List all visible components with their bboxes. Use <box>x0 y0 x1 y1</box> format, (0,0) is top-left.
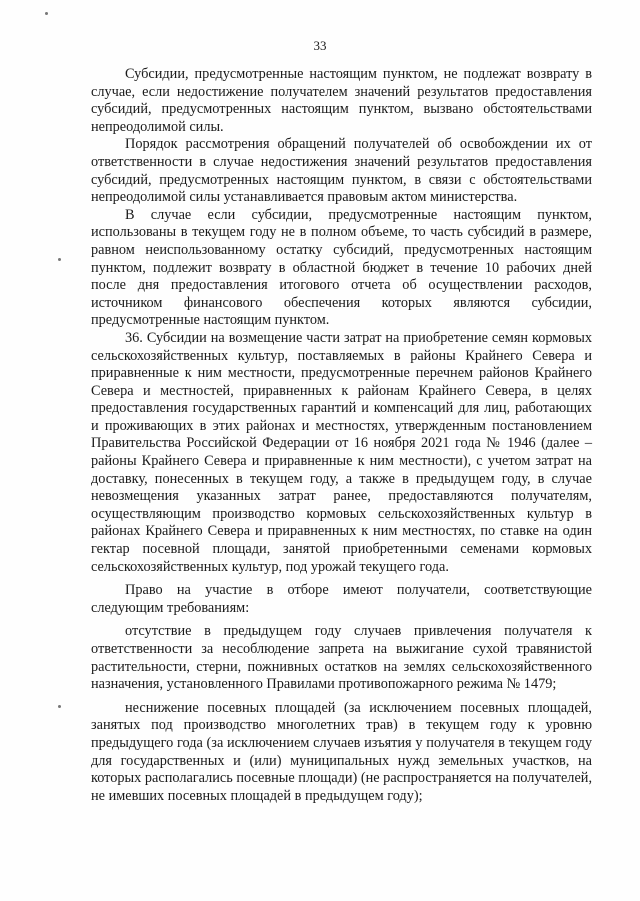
body-text <box>91 66 592 805</box>
scan-speck <box>45 12 48 15</box>
paragraph-unused-subsidy-return: В случае если субсидии, предусмотренные настоящим пунктом, использованы в текущем году не в полном объеме, то часть субсидий в размере, равном неиспользованному остатку субсидий, предусмотренных настоящим пунктом, подлежит возврату в областной бюджет в течение 10 рабочих дней после дня предоставления итогового отчета об осуществлении расходов, источником финансового обеспечения которых являются субсидии, предусмотренные настоящим пунктом. <box>91 206 592 329</box>
paragraph-item-36: 36. Субсидии на возмещение части затрат на приобретение семян кормовых сельскохозяйственных культур, поставляемых в районы Крайнего Севера и приравненные к ним местности, предусмотренные перечнем районов Крайнего Севера и местностей, приравненных к районам Крайнего Севера, в целях предоставления государственных гарантий и компенсаций для лиц, работающих и проживающих в этих районах и местностях, утвержденным постановлением Правительства Российской Федерации от 16 ноября 2021 года № 1946 (далее – районы Крайнего Севера и приравненные к ним местности), с учетом затрат на доставку, понесенных в текущем году, а также в предыдущем году, в случае невозмещения указанных затрат ранее, предоставляются получателям, осуществляющим производство кормовых сельскохозяйственных культур в районах Крайнего Севера и приравненных к ним местностях, по ставке на один гектар посевной площади, занятой приобретенными семенами кормовых сельскохозяйственных культур, под урожай текущего года. <box>91 329 592 575</box>
paragraph-requirement-burning: отсутствие в предыдущем году случаев привлечения получателя к ответственности за несоблюдение запрета на выжигание сухой травянистой растительности, стерни, пожнивных остатков на землях сельскохозяйственного назначения, установленного Правилами противопожарного режима № 1479; <box>91 623 592 693</box>
paragraph-requirement-sown-area: неснижение посевных площадей (за исключением посевных площадей, занятых под производство многолетних трав) в текущем году к уровню предыдущего года (за исключением случаев изъятия у получателя в текущем году для государственных и (или) муниципальных нужд земельных участков, на которых располагались посевные площади) (не распространяется на получателей, не имевших посевных площадей в предыдущем году); <box>91 699 593 804</box>
paragraph-selection-requirements: Право на участие в отборе имеют получатели, соответствующие следующим требованиям: <box>91 582 592 616</box>
paragraph-force-majeure-procedure: Порядок рассмотрения обращений получателей об освобождении их от ответственности в случае недостижения значений результатов предоставления субсидий, предусмотренных настоящим пунктом, в связи с обстоятельствами непреодолимой силы устанавливается правовым актом министерства. <box>91 136 592 206</box>
scan-speck <box>58 258 61 261</box>
scan-speck <box>58 705 61 708</box>
paragraph-subsidy-no-return: Субсидии, предусмотренные настоящим пунктом, не подлежат возврату в случае, если недостижение получателем значений результатов предоставления субсидий, предусмотренных настоящим пунктом, вызвано обстоятельствами непреодолимой силы. <box>91 66 592 135</box>
page-number: 33 <box>313 38 327 53</box>
